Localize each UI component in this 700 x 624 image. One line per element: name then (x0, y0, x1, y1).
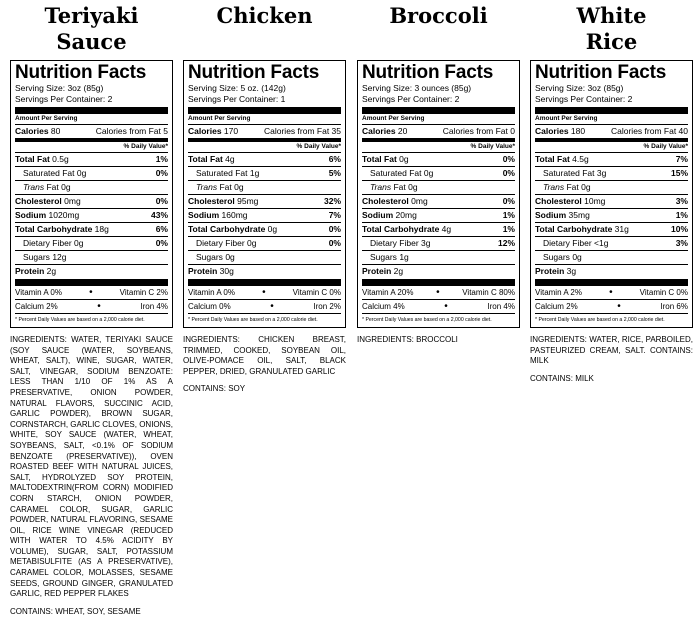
divider (362, 313, 515, 314)
sodium-value: 1020mg (48, 210, 80, 220)
dietary-fiber-value: 0g (247, 238, 257, 248)
thick-divider (362, 107, 515, 114)
sodium-row (535, 209, 688, 222)
saturated-fat-row (15, 167, 168, 180)
daily-value-header (15, 142, 168, 152)
total-fat-dv: 6% (328, 154, 341, 164)
sugars-label: Sugars (196, 252, 223, 262)
bullet-dot: • (609, 287, 613, 298)
calcium: Calcium 2% (15, 302, 58, 311)
total-fat-label: Total Fat (188, 154, 223, 164)
nutrition-facts-panel (183, 60, 346, 328)
dietary-fiber-row (188, 237, 341, 250)
cholesterol-label: Cholesterol (15, 196, 62, 206)
calcium: Calcium 2% (535, 302, 578, 311)
thick-divider (188, 279, 341, 286)
carbohydrate-label: Total Carbohydrate (362, 224, 440, 234)
daily-value-header (362, 142, 515, 152)
column-teriyaki-sauce (10, 0, 173, 616)
nutrition-facts-title: Nutrition Facts (188, 62, 320, 83)
sugars-value: 0g (572, 252, 582, 262)
saturated-fat-value: 0g (76, 168, 87, 178)
saturated-fat-dv: 0% (155, 168, 168, 178)
daily-value-header (188, 142, 341, 152)
daily-value-footnote: * Percent Daily Values are based on a 2,000 calorie diet. (535, 317, 665, 323)
sugars-label: Sugars (370, 252, 397, 262)
calories-label: Calories (15, 126, 49, 136)
cholesterol-row (15, 195, 168, 208)
dietary-fiber-label: Dietary Fiber (23, 238, 72, 248)
protein-row (535, 265, 688, 278)
vitamin-a: Vitamin A 20% (362, 288, 414, 297)
column-chicken (183, 0, 346, 394)
bullet-dot: • (262, 287, 266, 298)
vitamin-c: Vitamin C 80% (462, 288, 515, 297)
ingredients-text: INGREDIENTS: WATER, TERIYAKI SAUCE (SOY SAUCE (WATER, SOYBEANS, WHEAT, SALT), WINE, SUGAR, WATER, SALT, VINEGAR, SODIUM BENZOATE: LESS THAN 1/10 OF 1% AS A PRESERVATIVE, ONION POWDER, NATURAL FLAVORS, SUCCINIC ACID, GARLIC POWDER), BROWN SUGAR, CORNSTARCH, GARLIC CLOVES, ONIONS, WHITE, SOY SAUCE (WATER, WHEAT, SOYBEANS, SALT, <0.1% OF SODIUM BENZOATE (PRESERVATIVE)), OVEN ROASTED BEEF WITH NATURAL JUICES, SALT, HYDROLYZED SOY PROTEIN, MALTODEXTRIN(FROM CORN) MODIFIED CORN STARCH, ONION POWDER, CARAMEL COLOR, SUGAR, GARLIC POWDER, NATURAL FLAVORING, SESAME OIL, RICE WINE VINEGAR (REDUCED WITH WATER TO 4.5% ACIDITY BY VOLUME), SUGAR, SALT, POTASSIUM METABISULFITE (AS A PRESERVATIVE), CARAMEL COLOR, MOLASSES, SESAME SEEDS, GROUND GINGER, GRANULATED GARLIC, RED PEPPER FLAKES (10, 335, 173, 599)
vitamin-c: Vitamin C 0% (292, 288, 341, 297)
total-fat-dv: 7% (675, 154, 688, 164)
saturated-fat-value: 3g (596, 168, 607, 178)
total-fat-label: Total Fat (362, 154, 397, 164)
protein-label: Protein (362, 266, 392, 276)
heading-line-2: Sauce (56, 29, 127, 54)
vitamin-row (362, 286, 515, 299)
calories-from-fat: Calories from Fat 35 (264, 126, 341, 136)
thick-divider (535, 279, 688, 286)
amount-per-serving-label: Amount Per Serving (15, 115, 78, 122)
iron: Iron 2% (313, 302, 341, 311)
calories-value: 180 (570, 126, 586, 136)
total-carbohydrate-row (188, 223, 341, 236)
mineral-row (15, 300, 168, 313)
dietary-fiber-dv: 0% (328, 238, 341, 248)
dietary-fiber-value: <1g (594, 238, 609, 248)
divider (188, 313, 341, 314)
calcium: Calcium 4% (362, 302, 405, 311)
cholesterol-value: 95mg (237, 196, 259, 206)
sugars-row (15, 251, 168, 264)
amount-per-serving (15, 114, 168, 124)
serving-size: Serving Size: 3oz (85g) (15, 83, 104, 93)
vitamin-a: Vitamin A 2% (535, 288, 582, 297)
vitamin-row (15, 286, 168, 299)
vitamin-c: Vitamin C 2% (119, 288, 168, 297)
sodium-dv: 43% (150, 210, 168, 220)
daily-value-header (535, 142, 688, 152)
product-heading (357, 0, 520, 56)
sodium-value: 35mg (568, 210, 590, 220)
daily-value-footnote: * Percent Daily Values are based on a 2,000 calorie diet. (188, 317, 318, 323)
total-fat-row (535, 153, 688, 166)
cholesterol-label: Cholesterol (362, 196, 409, 206)
cholesterol-dv: 32% (323, 196, 341, 206)
bullet-dot: • (617, 301, 621, 312)
calories-from-fat: Calories from Fat 40 (611, 126, 688, 136)
cholesterol-dv: 0% (155, 196, 168, 206)
thick-divider (535, 107, 688, 114)
nutrition-facts-title: Nutrition Facts (15, 62, 147, 83)
dietary-fiber-value: 0g (74, 238, 84, 248)
calories-label: Calories (188, 126, 222, 136)
vitamin-row (535, 286, 688, 299)
trans-fat-value: Fat 0g (219, 182, 244, 192)
carbohydrate-value: 4g (441, 224, 452, 234)
nutrition-facts-title: Nutrition Facts (535, 62, 667, 83)
trans-fat-value: Fat 0g (393, 182, 418, 192)
mineral-row (362, 300, 515, 313)
dietary-fiber-row (362, 237, 515, 250)
dietary-fiber-row (15, 237, 168, 250)
sodium-dv: 1% (675, 210, 688, 220)
saturated-fat-row (535, 167, 688, 180)
cholesterol-label: Cholesterol (535, 196, 582, 206)
amount-per-serving (535, 114, 688, 124)
column-white-rice (530, 0, 693, 383)
daily-value-label: % Daily Value* (470, 143, 515, 150)
calories-value: 80 (50, 126, 61, 136)
calories-row (362, 125, 515, 138)
nutrition-facts-panel (530, 60, 693, 328)
sugars-row (362, 251, 515, 264)
sodium-label: Sodium (188, 210, 220, 220)
protein-label: Protein (188, 266, 218, 276)
serving-size: Serving Size: 3oz (85g) (535, 83, 624, 93)
product-heading (530, 0, 693, 56)
calories-row (188, 125, 341, 138)
total-carbohydrate-row (15, 223, 168, 236)
protein-label: Protein (535, 266, 565, 276)
trans-fat-value: Fat 0g (46, 182, 71, 192)
serving-size: Serving Size: 3 ounces (85g) (362, 83, 472, 93)
calcium: Calcium 0% (188, 302, 231, 311)
total-fat-value: 4g (225, 154, 235, 164)
ingredients-text: INGREDIENTS: CHICKEN BREAST, TRIMMED, COOKED, SOYBEAN OIL, OLIVE-POMACE OIL, SALT, BLACK PEPPER, DRIED, GRANULATED GARLIC (183, 335, 346, 376)
heading-line-1: Chicken (216, 3, 313, 28)
servings-per-container: Servings Per Container: 2 (362, 94, 460, 104)
bullet-dot: • (97, 301, 101, 312)
ingredients-block (357, 335, 520, 353)
sodium-value: 20mg (395, 210, 417, 220)
total-fat-row (188, 153, 341, 166)
total-carbohydrate-row (535, 223, 688, 236)
saturated-fat-label: Saturated Fat (23, 168, 75, 178)
contains-text: CONTAINS: WHEAT, SOY, SESAME (10, 606, 141, 616)
sugars-value: 12g (52, 252, 67, 262)
total-fat-label: Total Fat (535, 154, 570, 164)
saturated-fat-row (362, 167, 515, 180)
cholesterol-value: 10mg (584, 196, 606, 206)
amount-per-serving-label: Amount Per Serving (362, 115, 425, 122)
sugars-value: 0g (225, 252, 235, 262)
bullet-dot: • (436, 287, 440, 298)
total-fat-label: Total Fat (15, 154, 50, 164)
sugars-value: 1g (399, 252, 409, 262)
cholesterol-value: 0mg (411, 196, 428, 206)
servings-per-container: Servings Per Container: 2 (535, 94, 633, 104)
trans-fat-row (362, 181, 515, 194)
dietary-fiber-dv: 3% (675, 238, 688, 248)
sodium-row (15, 209, 168, 222)
contains-text: CONTAINS: MILK (530, 373, 594, 383)
dietary-fiber-label: Dietary Fiber (370, 238, 419, 248)
total-fat-row (15, 153, 168, 166)
bullet-dot: • (270, 301, 274, 312)
saturated-fat-label: Saturated Fat (543, 168, 595, 178)
cholesterol-dv: 3% (675, 196, 688, 206)
total-fat-value: 0.5g (52, 154, 69, 164)
cholesterol-dv: 0% (502, 196, 515, 206)
trans-fat-row (15, 181, 168, 194)
cholesterol-value: 0mg (64, 196, 81, 206)
saturated-fat-value: 1g (249, 168, 260, 178)
vitamin-a: Vitamin A 0% (15, 288, 62, 297)
sodium-row (188, 209, 341, 222)
ingredients-text: INGREDIENTS: BROCCOLI (357, 335, 458, 344)
calories-value: 20 (397, 126, 408, 136)
carbohydrate-dv: 6% (155, 224, 168, 234)
heading-line-2: Rice (585, 29, 638, 54)
bullet-dot: • (444, 301, 448, 312)
amount-per-serving-label: Amount Per Serving (535, 115, 598, 122)
daily-value-label: % Daily Value* (123, 143, 168, 150)
carbohydrate-value: 31g (614, 224, 629, 234)
total-fat-dv: 0% (502, 154, 515, 164)
saturated-fat-dv: 15% (670, 168, 688, 178)
dietary-fiber-row (535, 237, 688, 250)
trans-fat-value: Fat 0g (566, 182, 591, 192)
sodium-label: Sodium (535, 210, 567, 220)
iron: Iron 4% (140, 302, 168, 311)
cholesterol-row (362, 195, 515, 208)
carbohydrate-label: Total Carbohydrate (188, 224, 266, 234)
product-heading (183, 0, 346, 56)
daily-value-label: % Daily Value* (296, 143, 341, 150)
divider (15, 313, 168, 314)
mineral-row (188, 300, 341, 313)
calories-value: 170 (223, 126, 239, 136)
trans-label: Trans (196, 182, 218, 192)
total-fat-dv: 1% (155, 154, 168, 164)
protein-value: 30g (219, 266, 234, 276)
carbohydrate-label: Total Carbohydrate (15, 224, 93, 234)
ingredients-block (183, 335, 346, 402)
cholesterol-label: Cholesterol (188, 196, 235, 206)
trans-label: Trans (370, 182, 392, 192)
thick-divider (15, 107, 168, 114)
protein-value: 2g (393, 266, 404, 276)
iron: Iron 4% (487, 302, 515, 311)
calories-row (535, 125, 688, 138)
saturated-fat-value: 0g (423, 168, 434, 178)
protein-label: Protein (15, 266, 45, 276)
thick-divider (15, 279, 168, 286)
carbohydrate-label: Total Carbohydrate (535, 224, 613, 234)
protein-row (188, 265, 341, 278)
daily-value-label: % Daily Value* (643, 143, 688, 150)
calories-from-fat: Calories from Fat 0 (442, 126, 515, 136)
sodium-dv: 7% (328, 210, 341, 220)
trans-fat-row (188, 181, 341, 194)
ingredients-block (10, 335, 173, 624)
carbohydrate-dv: 10% (670, 224, 688, 234)
sodium-label: Sodium (362, 210, 394, 220)
dietary-fiber-value: 3g (421, 238, 431, 248)
carbohydrate-dv: 1% (502, 224, 515, 234)
divider (535, 313, 688, 314)
total-fat-value: 4.5g (572, 154, 589, 164)
sugars-row (535, 251, 688, 264)
serving-size: Serving Size: 5 oz. (142g) (188, 83, 286, 93)
sodium-row (362, 209, 515, 222)
trans-label: Trans (543, 182, 565, 192)
mineral-row (535, 300, 688, 313)
heading-line-1: Broccoli (389, 3, 488, 28)
saturated-fat-dv: 0% (502, 168, 515, 178)
daily-value-footnote: * Percent Daily Values are based on a 2,000 calorie diet. (15, 317, 145, 323)
vitamin-row (188, 286, 341, 299)
servings-per-container: Servings Per Container: 2 (15, 94, 113, 104)
total-fat-value: 0g (399, 154, 409, 164)
cholesterol-row (188, 195, 341, 208)
thick-divider (362, 279, 515, 286)
contains-text: CONTAINS: SOY (183, 384, 246, 394)
calories-label: Calories (535, 126, 569, 136)
carbohydrate-value: 0g (267, 224, 278, 234)
daily-value-footnote: * Percent Daily Values are based on a 2,000 calorie diet. (362, 317, 492, 323)
protein-row (15, 265, 168, 278)
sodium-value: 160mg (221, 210, 248, 220)
sugars-label: Sugars (543, 252, 570, 262)
amount-per-serving (362, 114, 515, 124)
heading-line-1: Teriyaki (44, 3, 139, 28)
sugars-label: Sugars (23, 252, 50, 262)
nutrition-facts-panel (357, 60, 520, 328)
dietary-fiber-dv: 12% (497, 238, 515, 248)
amount-per-serving (188, 114, 341, 124)
total-fat-row (362, 153, 515, 166)
heading-line-1: White (576, 3, 647, 28)
dietary-fiber-dv: 0% (155, 238, 168, 248)
sodium-label: Sodium (15, 210, 47, 220)
nutrition-facts-title: Nutrition Facts (362, 62, 494, 83)
servings-per-container: Servings Per Container: 1 (188, 94, 286, 104)
saturated-fat-label: Saturated Fat (370, 168, 422, 178)
ingredients-block (530, 335, 693, 391)
dietary-fiber-label: Dietary Fiber (543, 238, 592, 248)
protein-value: 2g (46, 266, 57, 276)
sodium-dv: 1% (502, 210, 515, 220)
protein-value: 3g (566, 266, 577, 276)
sugars-row (188, 251, 341, 264)
vitamin-c: Vitamin C 0% (639, 288, 688, 297)
carbohydrate-dv: 0% (328, 224, 341, 234)
saturated-fat-dv: 5% (328, 168, 341, 178)
cholesterol-row (535, 195, 688, 208)
saturated-fat-label: Saturated Fat (196, 168, 248, 178)
trans-fat-row (535, 181, 688, 194)
carbohydrate-value: 18g (94, 224, 109, 234)
amount-per-serving-label: Amount Per Serving (188, 115, 251, 122)
trans-label: Trans (23, 182, 45, 192)
iron: Iron 6% (660, 302, 688, 311)
calories-from-fat: Calories from Fat 5 (95, 126, 168, 136)
protein-row (362, 265, 515, 278)
total-carbohydrate-row (362, 223, 515, 236)
saturated-fat-row (188, 167, 341, 180)
vitamin-a: Vitamin A 0% (188, 288, 235, 297)
nutrition-facts-panel (10, 60, 173, 328)
calories-row (15, 125, 168, 138)
bullet-dot: • (89, 287, 93, 298)
calories-label: Calories (362, 126, 396, 136)
product-heading (10, 0, 173, 56)
dietary-fiber-label: Dietary Fiber (196, 238, 245, 248)
column-broccoli (357, 0, 520, 344)
ingredients-text: INGREDIENTS: WATER, RICE, PARBOILED, PASTEURIZED CREAM, SALT. CONTAINS: MILK (530, 335, 693, 366)
thick-divider (188, 107, 341, 114)
